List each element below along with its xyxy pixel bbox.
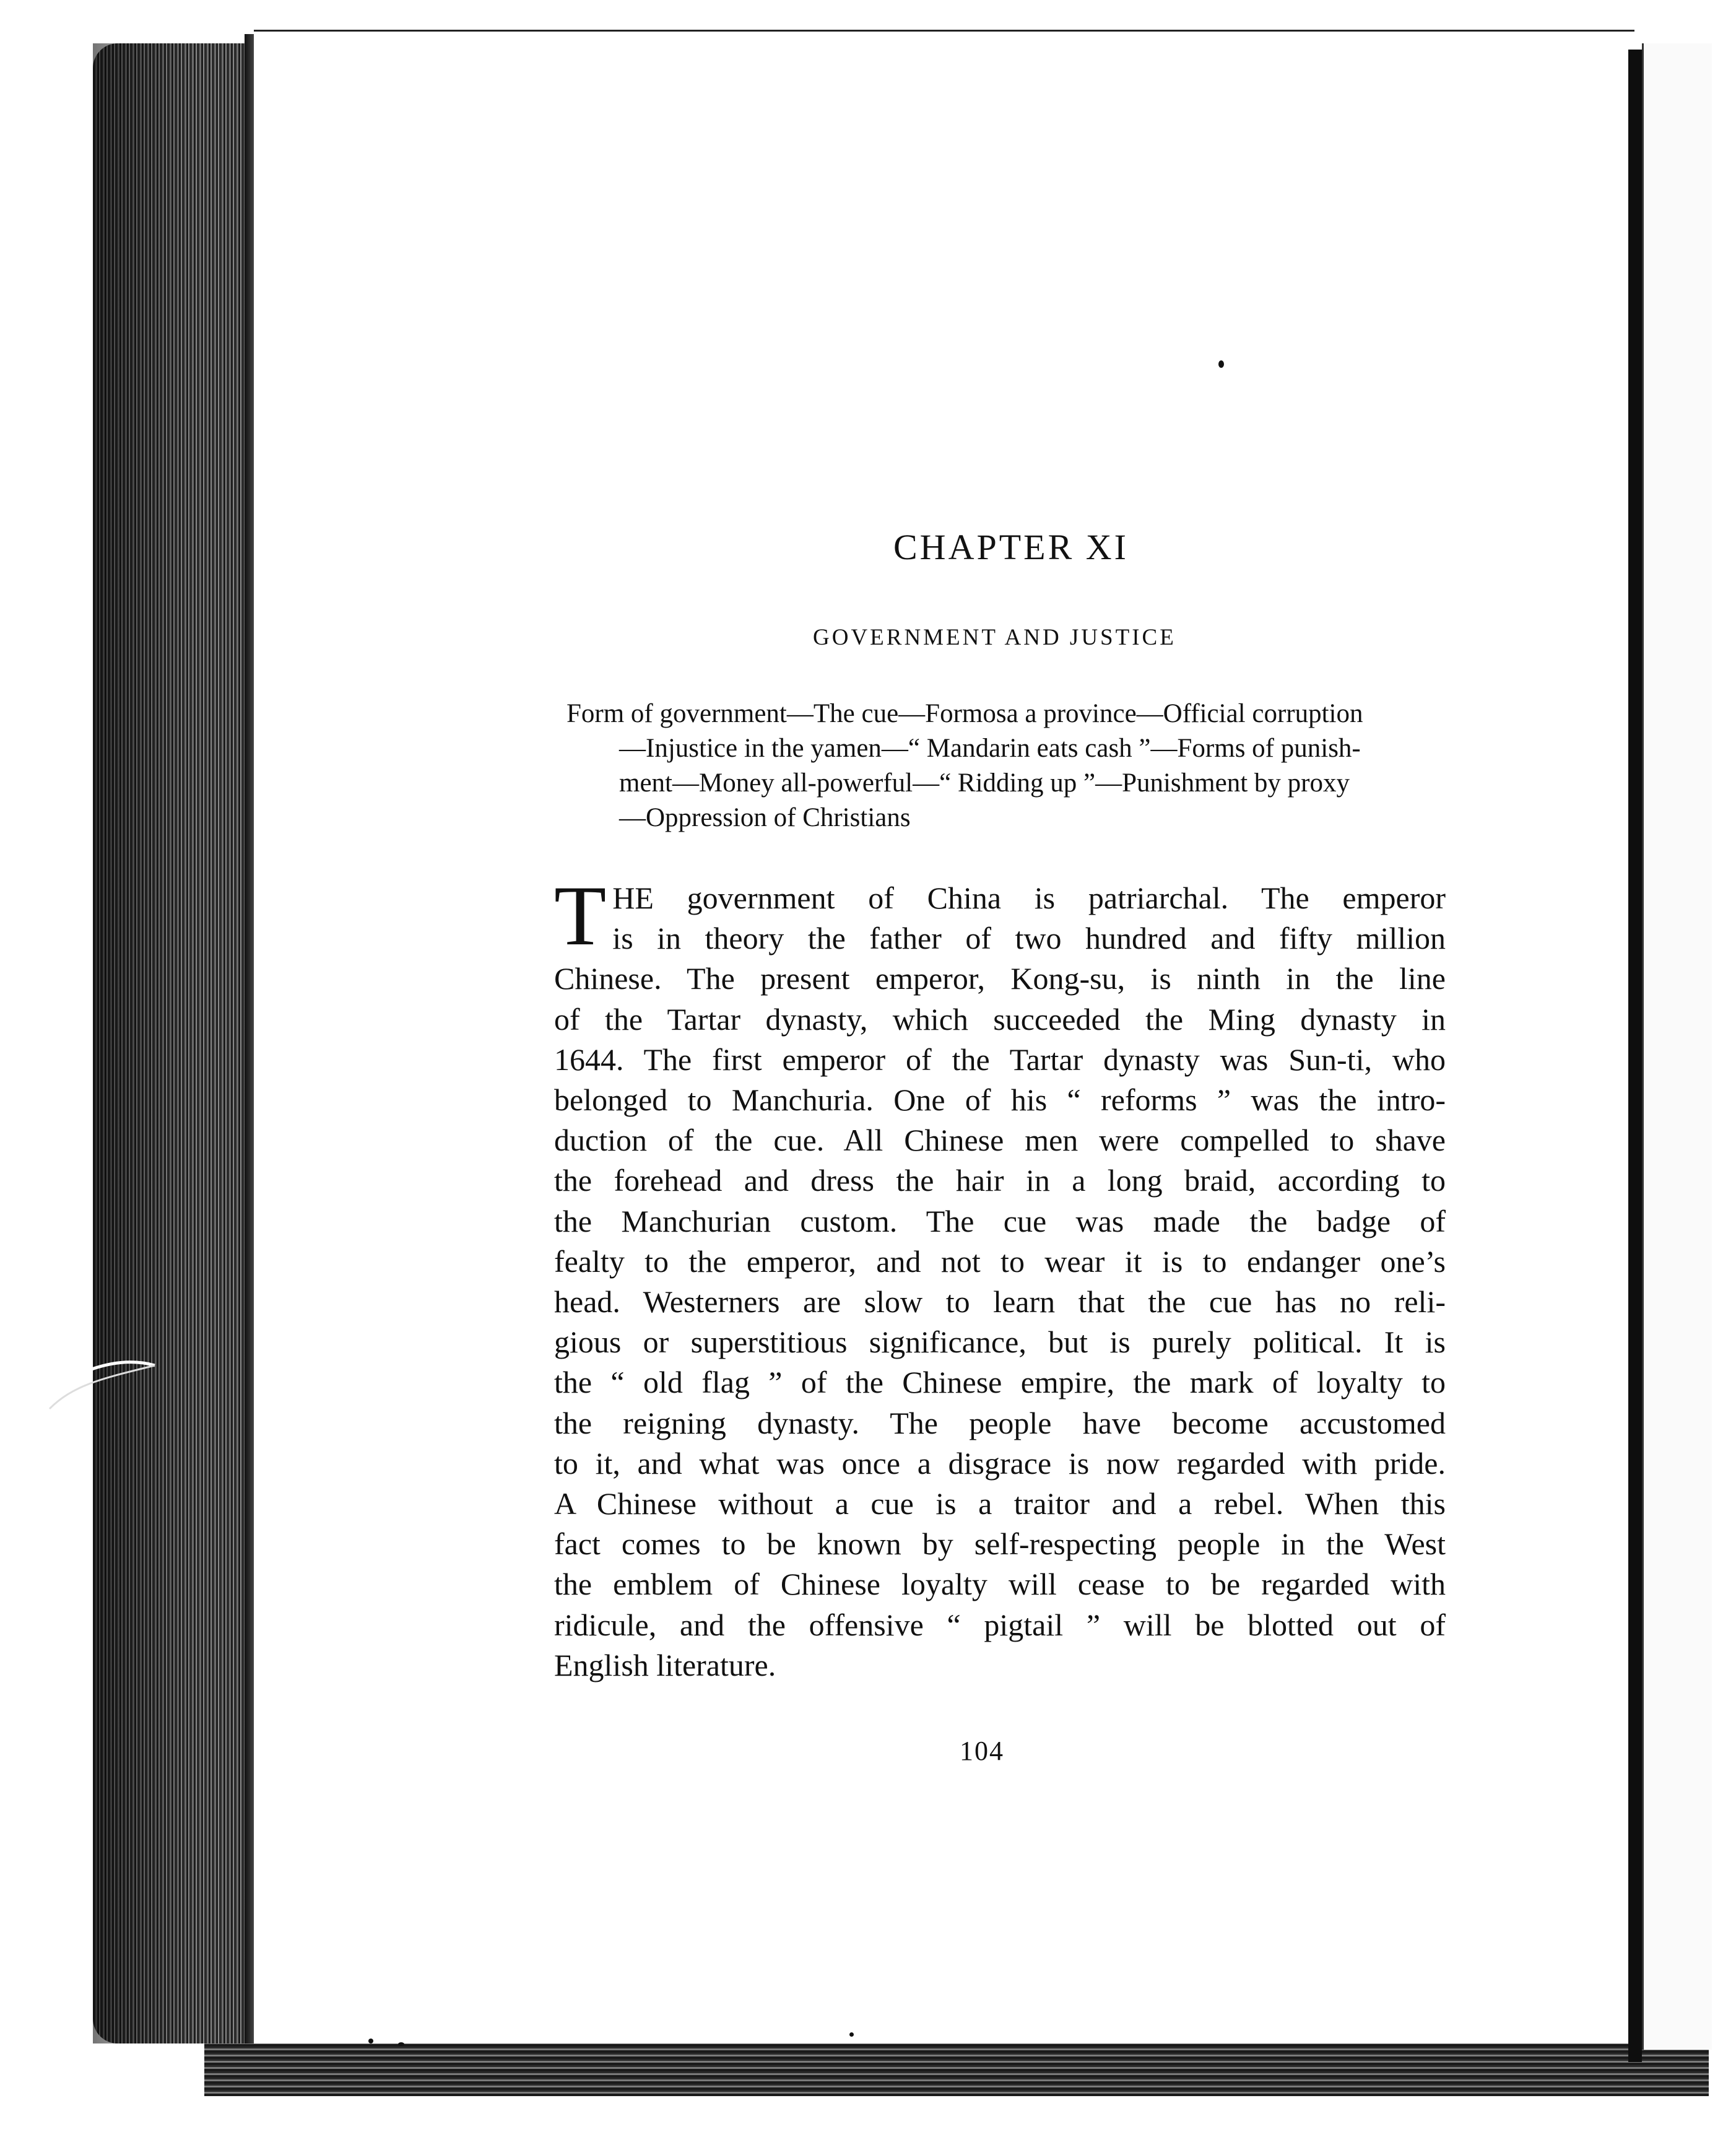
body-line: ridicule, and the offensive “ pigtail ” will be blotted out of	[554, 1607, 1446, 1642]
body-line: head. Westerners are slow to learn that the cue has no reli-	[554, 1284, 1446, 1320]
body-line: is in theory the father of two hundred and fifty million	[612, 921, 1446, 956]
body-line: gious or superstitious significance, but is purely political. It is	[554, 1325, 1446, 1360]
body-line: duction of the cue. All Chinese men were compelled to shave	[554, 1123, 1446, 1158]
body-line: belonged to Manchuria. One of his “ reforms ” was the intro-	[554, 1082, 1446, 1118]
body-line: to it, and what was once a disgrace is now regarded with pride.	[554, 1445, 1446, 1481]
body-line: the Manchurian custom. The cue was made the badge of	[554, 1203, 1446, 1238]
body-line: of the Tartar dynasty, which succeeded the Ming dynasty in	[554, 1001, 1446, 1037]
chapter-heading: CHAPTER XI	[893, 527, 1129, 567]
page-number: 104	[960, 1736, 1004, 1766]
ink-speck	[1218, 360, 1224, 368]
ink-speck	[398, 2042, 404, 2046]
body-line: the forehead and dress the hair in a long braid, according to	[554, 1163, 1446, 1198]
body-line: Chinese. The present emperor, Kong-su, is ninth in the line	[554, 961, 1446, 996]
book-page-edges-bottom	[204, 2043, 1709, 2096]
body-line: 1644. The first emperor of the Tartar dynasty was Sun-ti, who	[554, 1042, 1446, 1077]
body-paragraph	[554, 868, 1446, 1686]
loose-thread-image	[0, 1341, 161, 1520]
summary-line: Form of government—The cue—Formosa a province—Official corruption	[566, 699, 1363, 728]
drop-cap: T	[554, 868, 607, 963]
body-line: English literature.	[554, 1647, 776, 1682]
summary-line: ment—Money all-powerful—“ Ridding up ”—Punishment by proxy	[619, 768, 1350, 798]
ink-speck	[849, 2032, 854, 2037]
summary-line: —Injustice in the yamen—“ Mandarin eats cash ”—Forms of punish-	[619, 734, 1361, 763]
book-page-edges-left	[93, 43, 260, 2043]
body-line: fealty to the emperor, and not to wear it is to endanger one’s	[554, 1243, 1446, 1279]
chapter-summary	[566, 697, 1449, 835]
body-line: fact comes to be known by self-respecting people in the West	[554, 1526, 1446, 1562]
body-line: HE government of China is patriarchal. The emperor	[612, 881, 1446, 915]
body-line: the “ old flag ” of the Chinese empire, the mark of loyalty to	[554, 1365, 1446, 1400]
ink-speck	[368, 2039, 373, 2043]
summary-line: —Oppression of Christians	[619, 803, 911, 832]
body-line: the emblem of Chinese loyalty will cease to be regarded with	[554, 1567, 1446, 1602]
facing-page-sliver	[1642, 43, 1712, 2050]
right-gutter	[1628, 50, 1642, 2062]
body-line: A Chinese without a cue is a traitor and a rebel. When this	[554, 1486, 1446, 1521]
chapter-subtitle: GOVERNMENT AND JUSTICE	[813, 625, 1176, 650]
body-line: the reigning dynasty. The people have become accustomed	[554, 1405, 1446, 1440]
